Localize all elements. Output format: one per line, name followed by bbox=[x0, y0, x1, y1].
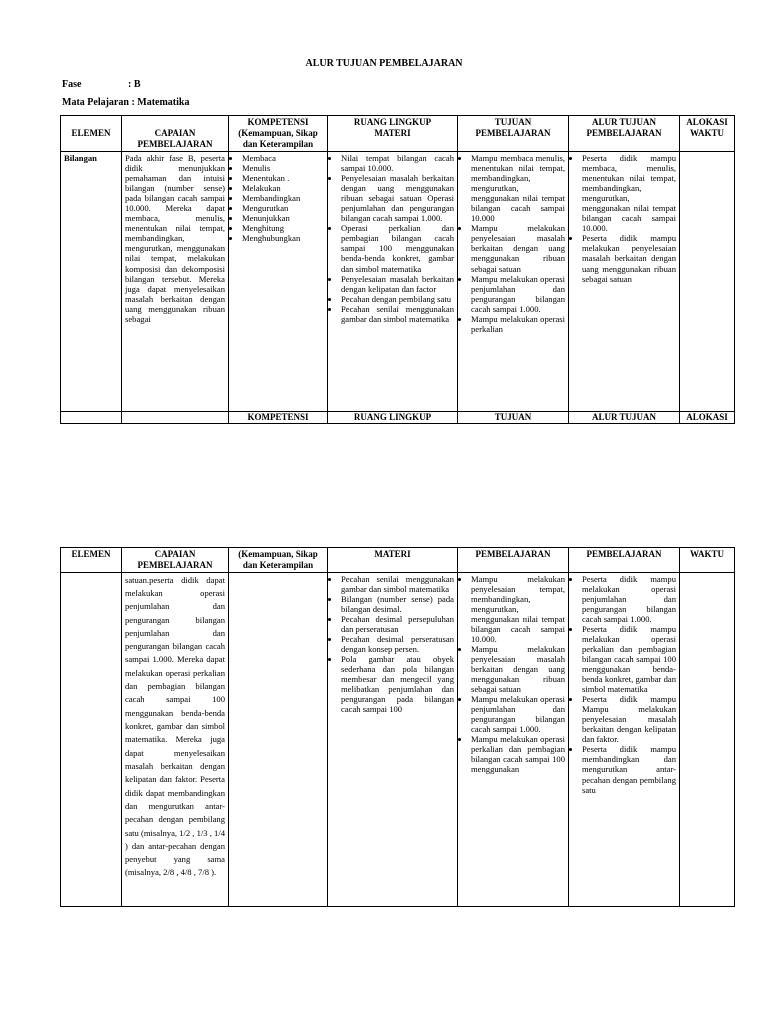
list-item: • Mampu melakukan operasi penjumlahan dan pengurangan bilangan cacah sampai 1.000. bbox=[470, 274, 565, 314]
cont-alokasi: ALOKASI bbox=[680, 412, 735, 424]
header-row bbox=[61, 548, 735, 573]
list-item: • Menentukan . bbox=[241, 173, 324, 183]
list-item: • Mampu melakukan penyelesaian tempat, membandingkan, mengurutkan, menggunakan nilai tempat bilangan cacah sampai 10.000. bbox=[470, 574, 565, 644]
list-item: • Bilangan (number sense) pada bilangan desimal. bbox=[340, 594, 454, 614]
elemen-cell: Bilangan bbox=[61, 152, 122, 412]
kompetensi-cell bbox=[229, 152, 328, 412]
alokasi-cell bbox=[680, 152, 735, 412]
list-item: • Mampu melakukan penyelesaian masalah berkaitan dengan uang menggunakan ribuan sebagai satuan bbox=[470, 223, 565, 273]
atp-table-1 bbox=[60, 115, 735, 424]
header-row bbox=[61, 116, 735, 152]
cont-alur: ALUR TUJUAN bbox=[569, 412, 680, 424]
header-kompetensi: (Kemampuan, Sikap dan Keterampilan bbox=[229, 548, 328, 573]
list-item: • Melakukan bbox=[241, 183, 324, 193]
kompetensi-list bbox=[232, 153, 324, 243]
header-materi: RUANG LINGKUP MATERI bbox=[328, 116, 458, 152]
list-item: • Mampu melakukan operasi penjumlahan dan pengurangan bilangan cacah sampai 1.000. bbox=[470, 694, 565, 734]
capaian-cell: satuan.peserta didik dapat melakukan operasi penjumlahan dan pengurangan bilangan penjumlahan dan pengurangan bilangan cacah sampai 1.000. Mereka dapat melakukan operasi perkalian dan pembagian bilangan cacah sampai 100 menggunakan benda-benda konkret, gambar dan simbol matematika. Mereka juga dapat menyelesaikan masalah berkaitan dengan kelipatan dan faktor. Peserta didik dapat membandingkan dan mengurutkan antar-pecahan dengan pembilang satu (misalnya, 1/2 , 1/3 , 1/4 ) dan antar-pecahan dengan penyebut yang sama (misalnya, 2/8 , 4/8 , 7/8 ). bbox=[122, 572, 229, 906]
header-alokasi: WAKTU bbox=[680, 548, 735, 573]
elemen-cell bbox=[61, 572, 122, 906]
list-item: • Pecahan dengan pembilang satu bbox=[340, 294, 454, 304]
list-item: • Membandingkan bbox=[241, 193, 324, 203]
header-materi: MATERI bbox=[328, 548, 458, 573]
header-elemen: ELEMEN bbox=[61, 116, 122, 152]
header-alur: ALUR TUJUAN PEMBELAJARAN bbox=[569, 116, 680, 152]
list-item: • Menghitung bbox=[241, 223, 324, 233]
list-item: • Menghubungkan bbox=[241, 233, 324, 243]
list-item: • Operasi perkalian dan pembagian bilangan cacah sampai 100 menggunakan benda-benda konkret, gambar dan simbol matematika bbox=[340, 223, 454, 273]
list-item: • Pecahan desimal perseratusan dengan konsep persen. bbox=[340, 634, 454, 654]
header-alur: PEMBELAJARAN bbox=[569, 548, 680, 573]
header-tujuan: PEMBELAJARAN bbox=[458, 548, 569, 573]
materi-list bbox=[331, 574, 454, 715]
capaian-cell: Pada akhir fase B, peserta didik menunjukkan pemahaman dan intuisi bilangan (number sense) pada bilangan cacah sampai 10.000. Mereka dapat membaca, menulis, menentukan nilai tempat, membandingkan, mengurutkan, menggunakan nilai tempat, melakukan komposisi dan dekomposisi bilangan tersebut. Mereka juga dapat menyelesaikan masalah berkaitan dengan uang menggunakan ribuan sebagai bbox=[122, 152, 229, 412]
cont-elemen bbox=[61, 412, 122, 424]
alur-list bbox=[572, 574, 676, 795]
tujuan-list bbox=[461, 574, 565, 775]
cont-materi: RUANG LINGKUP bbox=[328, 412, 458, 424]
cont-tujuan: TUJUAN bbox=[458, 412, 569, 424]
list-item: • Mengurutkan bbox=[241, 203, 324, 213]
header-alokasi: ALOKASI WAKTU bbox=[680, 116, 735, 152]
mapel-value: : Matematika bbox=[131, 97, 190, 108]
header-elemen: ELEMEN bbox=[61, 548, 122, 573]
tujuan-list bbox=[461, 153, 565, 334]
alur-list bbox=[572, 153, 676, 284]
list-item: • Membaca bbox=[241, 153, 324, 163]
atp-table-2 bbox=[60, 547, 735, 907]
list-item: • Peserta didik mampu melakukan operasi penjumlahan dan pengurangan bilangan cacah sampai 1.000. bbox=[581, 574, 676, 624]
list-item: • Mampu membaca menulis, menentukan nilai tempat, membandingkan, mengurutkan, menggunakan nilai tempat bilangan cacah sampai 10.000 bbox=[470, 153, 565, 223]
materi-list bbox=[331, 153, 454, 324]
list-item: • Penyelesaian masalah berkaitan dengan kelipatan dan factor bbox=[340, 274, 454, 294]
list-item: • Menunjukkan bbox=[241, 213, 324, 223]
list-item: • Peserta didik mampu melakukan operasi perkalian dan pembagian bilangan cacah sampai 100 menggunakan benda-benda konkret, gambar dan simbol matematika bbox=[581, 624, 676, 694]
document-title: ALUR TUJUAN PEMBELAJARAN bbox=[305, 58, 463, 69]
list-item: • Pecahan senilai menggunakan gambar dan simbol matematika bbox=[340, 304, 454, 324]
header-tujuan: TUJUAN PEMBELAJARAN bbox=[458, 116, 569, 152]
materi-cell bbox=[328, 152, 458, 412]
alur-cell bbox=[569, 572, 680, 906]
list-item: • Peserta didik mampu membandingkan dan mengurutkan antar- pecahan dengan pembilang satu bbox=[581, 744, 676, 794]
fase-line bbox=[62, 79, 141, 90]
list-item: • Pecahan senilai menggunakan gambar dan simbol matematika bbox=[340, 574, 454, 594]
list-item: • Peserta didik mampu Mampu melakukan penyelesaian masalah berkaitan dengan kelipatan dan faktor. bbox=[581, 694, 676, 744]
tujuan-cell bbox=[458, 572, 569, 906]
list-item: • Penyelesaian masalah berkaitan dengan uang menggunakan ribuan sebagai satuan Operasi penjumlahan dan pengurangan bilangan cacah sampai 1.000. bbox=[340, 173, 454, 223]
mapel-label: Mata Pelajaran bbox=[62, 97, 129, 108]
list-item: • Pola gambar atau obyek sederhana dan pola bilangan membesar dan mengecil yang melibatkan penjumlahan dan pengurangan pada bilangan cacah sampai 100 bbox=[340, 654, 454, 714]
fase-value: : B bbox=[128, 79, 141, 90]
alur-cell bbox=[569, 152, 680, 412]
list-item: • Menulis bbox=[241, 163, 324, 173]
mapel-line bbox=[62, 97, 189, 108]
list-item: • Mampu melakukan operasi perkalian bbox=[470, 314, 565, 334]
header-capaian: CAPAIAN PEMBELAJARAN bbox=[122, 548, 229, 573]
list-item: • Mampu melakukan penyelesaian masalah berkaitan dengan uang menggunakan ribuan sebagai satuan bbox=[470, 644, 565, 694]
continuation-header-row bbox=[61, 412, 735, 424]
fase-label: Fase bbox=[62, 79, 82, 90]
list-item: • Mampu melakukan operasi perkalian dan pembagian bilangan cacah sampai 100 menggunakan bbox=[470, 734, 565, 774]
header-kompetensi: KOMPETENSI (Kemampuan, Sikap dan Keterampilan bbox=[229, 116, 328, 152]
alokasi-cell bbox=[680, 572, 735, 906]
list-item: • Peserta didik mampu melakukan penyelesaian masalah berkaitan dengan uang menggunakan ribuan sebagai satuan bbox=[581, 233, 676, 283]
list-item: • Pecahan desimal persepuluhan dan perseratusan bbox=[340, 614, 454, 634]
list-item: • Peserta didik mampu membaca, menulis, menentukan nilai tempat, membandingkan, mengurutkan, menggunakan nilai tempat bilangan cacah sampai 10.000. bbox=[581, 153, 676, 233]
cont-kompetensi: KOMPETENSI bbox=[229, 412, 328, 424]
kompetensi-cell bbox=[229, 572, 328, 906]
table-row bbox=[61, 152, 735, 412]
table-row bbox=[61, 572, 735, 906]
header-capaian: CAPAIAN PEMBELAJARAN bbox=[122, 116, 229, 152]
materi-cell bbox=[328, 572, 458, 906]
tujuan-cell bbox=[458, 152, 569, 412]
cont-capaian bbox=[122, 412, 229, 424]
list-item: • Nilai tempat bilangan cacah sampai 10.000. bbox=[340, 153, 454, 173]
